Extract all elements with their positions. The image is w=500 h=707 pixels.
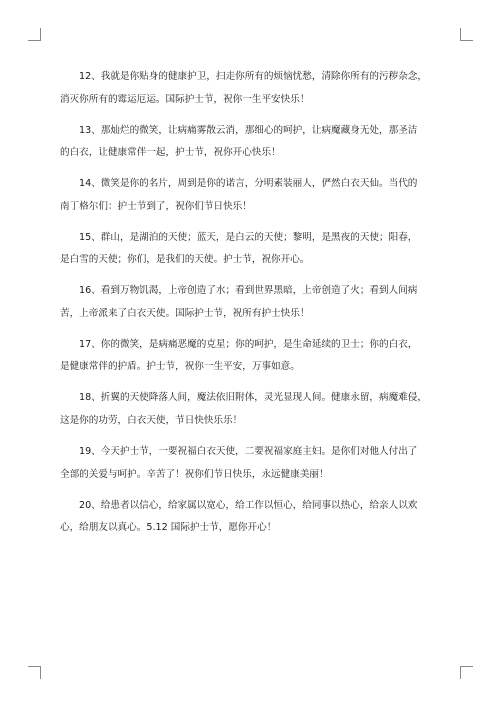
paragraph-line: 15、群山，是湖泊的天使；蓝天，是白云的天使；黎明，是黑夜的天使；阳春， <box>79 231 418 243</box>
paragraph-line: 16、看到万物饥渴，上帝创造了水；看到世界黑暗，上帝创造了火；看到人间病 <box>79 285 418 297</box>
paragraph <box>60 495 444 540</box>
paragraph-line: 消灭你所有的霉运厄运。国际护士节，祝你一生平安快乐！ <box>60 93 310 105</box>
paragraph <box>60 66 444 111</box>
paragraph-line: 20、给患者以信心，给家属以宽心，给工作以恒心，给同事以热心，给亲人以欢 <box>79 499 418 511</box>
paragraph <box>60 441 444 486</box>
paragraph-line: 是健康常伴的护盾。护士节，祝你一生平安，万事如意。 <box>60 361 300 373</box>
paragraph-line: 苦，上帝派来了白衣天使。国际护士节，祝所有护士快乐！ <box>60 307 310 319</box>
margin-corner-mark <box>28 28 41 41</box>
paragraph-line: 是白雪的天使；你们，是我们的天使。护士节，祝你开心。 <box>60 254 310 266</box>
margin-corner-mark <box>460 28 473 41</box>
margin-corner-mark <box>460 666 473 679</box>
paragraph-line: 19、今天护士节，一要祝福白衣天使，二要祝福家庭主妇。是你们对他人付出了 <box>79 446 418 458</box>
paragraph-line: 的白衣，让健康常伴一起，护士节，祝你开心快乐！ <box>60 147 281 159</box>
paragraph-line: 12、我就是你贴身的健康护卫，扫走你所有的烦恼忧愁，清除你所有的污秽杂念， <box>79 71 427 82</box>
paragraph-line: 南丁格尔们：护士节到了，祝你们节日快乐！ <box>60 200 252 212</box>
paragraph-line: 全部的关爱与呵护。辛苦了！祝你们节日快乐，永远健康美丽！ <box>60 468 329 480</box>
paragraph <box>60 334 444 379</box>
paragraph-line: 心，给朋友以真心。5.12 国际护士节，愿你开心！ <box>60 522 277 534</box>
paragraph-line: 14、微笑是你的名片，周到是你的诺言，分明素装丽人，俨然白衣天仙。当代的 <box>79 178 418 190</box>
paragraph-line: 13、那灿烂的微笑，让病痛雾散云消，那细心的呵护，让病魔藏身无处，那圣洁 <box>79 124 418 136</box>
paragraph <box>60 120 444 165</box>
paragraph <box>60 280 444 325</box>
paragraph <box>60 173 444 218</box>
paragraph <box>60 387 444 432</box>
margin-corner-mark <box>28 666 41 679</box>
paragraph-line: 18、折翼的天使降落人间，魔法依旧附体，灵光显现人间。健康永留，病魔难侵， <box>79 392 427 404</box>
paragraph-line: 17、你的微笑，是病痛恶魔的克星；你的呵护，是生命延续的卫士；你的白衣， <box>79 338 418 350</box>
document-body <box>60 66 444 548</box>
paragraph <box>60 227 444 272</box>
paragraph-line: 这是你的功劳，白衣天使，节日快快乐乐！ <box>60 415 243 427</box>
